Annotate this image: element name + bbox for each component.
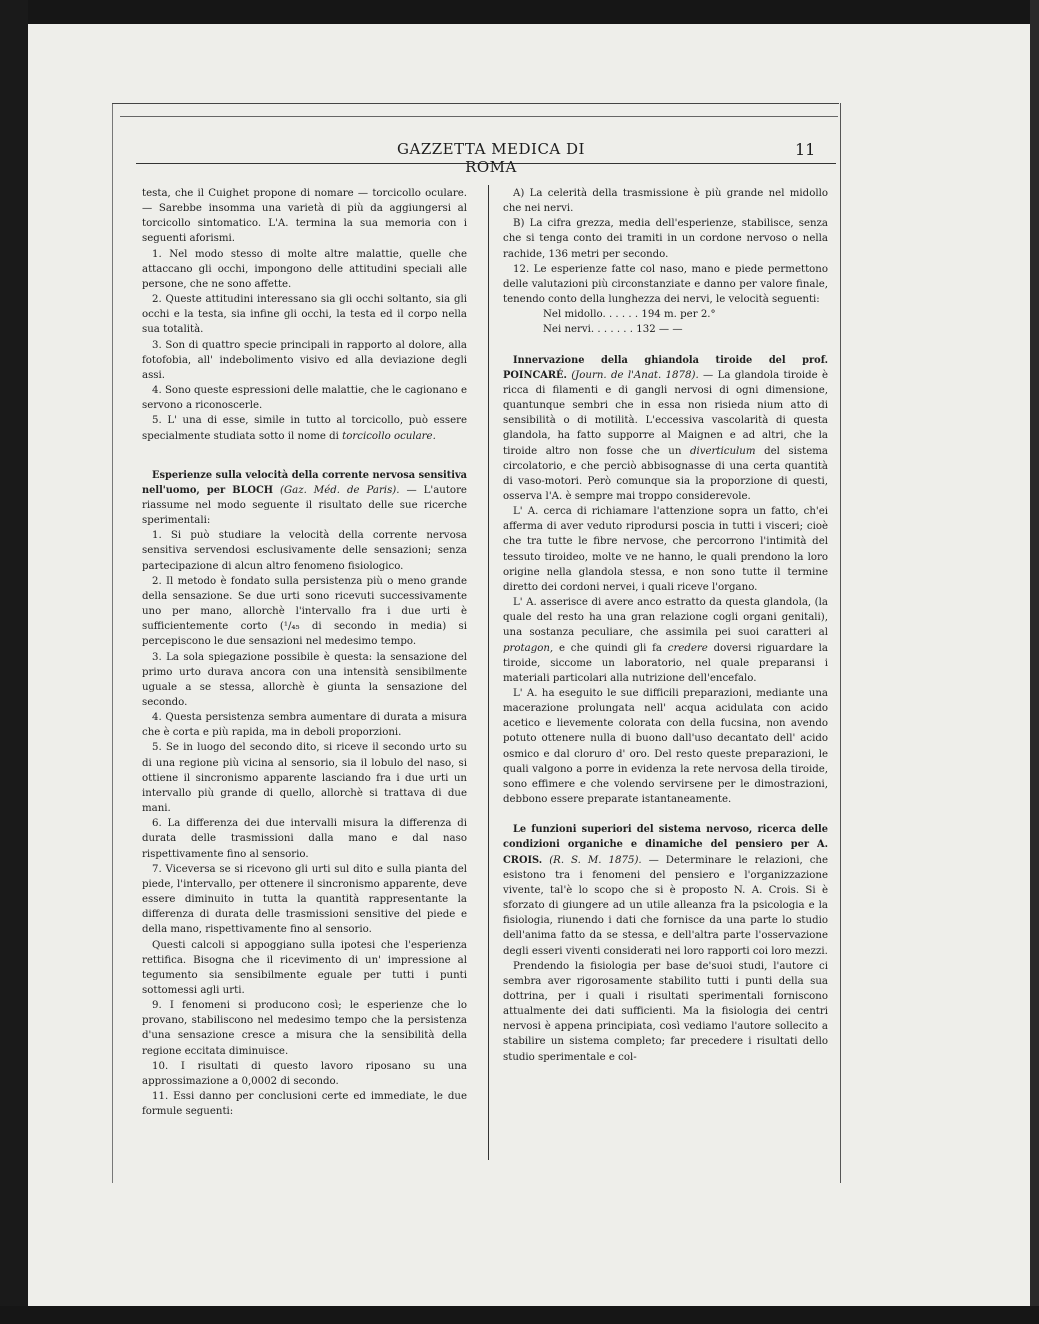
bloch-point-3: 3. La sola spiegazione possibile è questa: la sensazione del primo urto durava ancora con una intensità sensibilmente uguale a se stessa, allorchè è giunta la sensazione del secondo.	[142, 651, 467, 708]
article-citation: (Gaz. Méd. de Paris).	[280, 484, 400, 496]
bloch-point-8: Questi calcoli si appoggiano sulla ipotesi che l'esperienza rettifica. Bisogna che il ricevimento di un' impressione al tegumento sia sensibilmente eguale per tutti i punti sottomessi agli urti.	[142, 939, 467, 996]
paragraph-italic: credere	[667, 642, 708, 654]
article-title: Esperienze sulla velocità della corrente nervosa sensitiva nell'uomo, per BLOCH	[142, 469, 467, 496]
aphorism-5-italic: torcicollo oculare.	[342, 430, 436, 442]
paragraph: testa, che il Cuighet propone di nomare — torcicollo oculare. — Sarebbe insomma una varietà di più da aggiungersi al torcicollo sintomatico. L'A. termina la sua memoria con i seguenti aforismi.	[142, 188, 467, 245]
article-italic: diverticulum	[689, 445, 756, 457]
velocity-row: Nei nervi. . . . . . . 132 — —	[543, 324, 683, 336]
velocity-row: Nel midollo. . . . . . 194 m. per 2.°	[543, 309, 716, 321]
article-text: del sistema circolatorio, e che perciò abbisognasse di una certa quantità di vaso-motori. Però comunque sia la proporzione di questi, osserva l'A. è sempre mai troppo considerevole.	[503, 445, 828, 502]
aphorism-4: 4. Sono queste espressioni delle malattie, che le cagionano e servono a riconoscerle.	[142, 385, 467, 412]
page-number: 11	[795, 140, 816, 159]
paragraph-italic: protagon,	[503, 642, 554, 654]
top-rule	[112, 103, 839, 104]
scan-border-right	[1030, 0, 1039, 1324]
bloch-point-11: 11. Essi danno per conclusioni certe ed immediate, le due formule seguenti:	[142, 1091, 467, 1118]
aphorism-5-text: 5. L' una di esse, simile in tutto al torcicollo, può essere specialmente studiata sotto il nome di	[142, 415, 467, 442]
paragraph: L' A. cerca di richiamare l'attenzione sopra un fatto, ch'ei afferma di aver veduto riprodursi poscia in tutti i visceri; cioè che tra tutte le fibre nervose, che percorrono l'intimità del tessuto tiroideo, molte ve ne hanno, le quali prendono la loro origine nella glandola stessa, e non sono tutte il termine diretto dei cordoni nervei, i quali riceve l'organo.	[503, 506, 828, 593]
formula-b: B) La cifra grezza, media dell'esperienze, stabilisce, senza che si tenga conto dei tramiti in un cordone nervoso o nella rachide, 136 metri per secondo.	[503, 218, 828, 260]
paragraph: Prendendo la fisiologia per base de'suoi studi, l'autore ci sembra aver rigorosamente stabilito tutti i punti della sua dottrina, per i quali i risultati sperimentali forniscono attualmente dei dati sufficienti. Ma la fisiologia dei centri nervosi è appena principiata, così vediamo l'autore sollecito a stabilire un sistema completo; far precedere i risultati dello studio sperimentale e col-	[503, 960, 828, 1063]
running-head: GAZZETTA MEDICA DI ROMA	[397, 140, 585, 176]
article-bloch	[142, 468, 467, 529]
paragraph-text: doversi riguardare la tiroide, siccome un laboratorio, nel quale preparansi i materiali particolari alla nutrizione dell'encefalo.	[503, 642, 828, 684]
article-citation: (R. S. M. 1875).	[549, 854, 642, 866]
bloch-point-4: 4. Questa persistenza sembra aumentare di durata a misura che è corta e più rapida, ma in deboli proporzioni.	[142, 712, 467, 739]
bloch-point-7: 7. Viceversa se si ricevono gli urti sul dito e sulla pianta del piede, l'intervallo, per ottenere il sincronismo apparente, deve essere diminuito in tutta la quantità rappresentante la differenza di durata delle trasmissioni sensitive del piede e della mano, rispettivamente fino al sensorio.	[142, 863, 467, 936]
aphorism-5	[142, 413, 467, 443]
aphorism-3: 3. Son di quattro specie principali in rapporto al dolore, alla fotofobia, all' indebolimento visivo ed alla deviazione degli assi.	[142, 339, 467, 381]
column-divider	[488, 185, 489, 1160]
header-rule	[136, 163, 836, 164]
article-poincare	[503, 353, 828, 505]
article-title: Innervazione della ghiandola tiroide del prof. POINCARÉ.	[503, 354, 828, 381]
formula-a: A) La celerità della trasmissione è più grande nel midollo che nei nervi.	[503, 188, 828, 215]
article-text: — Determinare le relazioni, che esistono tra i fenomeni del pensiero e l'organizzazione vivente, tal'è lo scopo che si è proposto N. A. Crois. Si è sforzato di giungere ad un utile alleanza fra la psicologia e la fisiologia, riunendo i dati che fornisce da una parte lo studio dell'anima fatto da se stessa, e dell'altra parte l'osservazione degli esseri viventi considerati nei loro rapporti coi loro mezzi.	[503, 854, 828, 957]
paragraph-text: e che quindi gli fa	[558, 642, 662, 654]
paragraph-text: L' A. asserisce di avere anco estratto da questa glandola, (la quale del resto ha una gran relazione cogli organi genitali), una sostanza peculiare, che assimila pei suoi caratteri al	[503, 597, 828, 639]
aphorism-2: 2. Queste attitudini interessano sia gli occhi soltanto, sia gli occhi e la testa, sia infine gli occhi, la testa ed il corpo nella sua totalità.	[142, 294, 467, 336]
bloch-point-2: 2. Il metodo è fondato sulla persistenza più o meno grande della sensazione. Se due urti sono ricevuti successivamente uno per mano, allorchè l'intervallo fra i due urti è sufficientemente corto (¹/₄₅ di secondo in media) si percepiscono le due sensazioni nel medesimo tempo.	[142, 575, 467, 648]
bloch-point-1: 1. Si può studiare la velocità della corrente nervosa sensitiva servendosi esclusivamente delle sensazioni; senza partecipazione di alcun altro fenomeno fisiologico.	[142, 530, 467, 572]
article-title: Le funzioni superiori del sistema nervoso, ricerca delle condizioni organiche e dinamiche del pensiero per A. CROIS.	[503, 824, 828, 866]
bloch-point-10: 10. I risultati di questo lavoro riposano su una approssimazione a 0,0002 di secondo.	[142, 1060, 467, 1087]
scan-border-bottom	[0, 1306, 1039, 1324]
paragraph: L' A. ha eseguito le sue difficili preparazioni, mediante una macerazione prolungata nell' acqua acidulata con acido acetico e lievemente colorata con della fucsina, non avendo potuto ottenere nulla di buono dall'uso decantato dell' acido osmico e dal cloruro d' oro. Del resto queste preparazioni, le quali valgono a porre in evidenza la rete nervosa della tiroide, sono effimere e che volendo servirsene per le dimostrazioni, debbono essere preparate istantaneamente.	[503, 688, 828, 806]
article-intro: — L'autore riassume nel modo seguente il risultato delle sue ricerche sperimentali:	[142, 484, 467, 527]
article-citation: (Journ. de l'Anat. 1878).	[571, 369, 699, 381]
right-column	[503, 186, 828, 1065]
paragraph	[503, 595, 828, 686]
article-crois	[503, 822, 828, 958]
left-column	[142, 186, 467, 1119]
top-rule-inner	[120, 116, 838, 117]
scan-border-top	[0, 0, 1039, 24]
article-text: — La glandola tiroide è ricca di filamenti e di gangli nervosi di ogni dimensione, quantunque sembri che in essa non risieda nium atto di sensibilità o di motilità. L'eccessiva vascolarità di questa glandola, ha fatto supporre al Maignen e ad altri, che la tiroide altro non fosse che un	[503, 369, 828, 457]
bloch-point-12: 12. Le esperienze fatte col naso, mano e piede permettono delle valutazioni più circonstanziate e danno per valore finale, tenendo conto della lunghezza dei nervi, le velocità seguenti:	[503, 263, 828, 306]
aphorism-1: 1. Nel modo stesso di molte altre malattie, quelle che attaccano gli occhi, impongono delle attitudini speciali alle persone, che ne sono affette.	[142, 248, 467, 290]
bloch-point-9: 9. I fenomeni si producono così; le esperienze che lo provano, stabiliscono nel medesimo tempo che la persistenza d'una sensazione cresce a misura che la sensibilità della regione eccitata diminuisce.	[142, 1000, 467, 1057]
bloch-point-5: 5. Se in luogo del secondo dito, si riceve il secondo urto su di una regione più vicina al sensorio, sia il lobulo del naso, si ottiene il sincronismo apparente lasciando fra i due urti un intervallo più grande di quello, allorchè si trattava di due mani.	[142, 742, 467, 815]
scan-border-left	[0, 0, 28, 1324]
bloch-point-6: 6. La differenza dei due intervalli misura la differenza di durata delle trasmissioni dalla mano e dal naso rispettivamente fino al sensorio.	[142, 818, 467, 860]
